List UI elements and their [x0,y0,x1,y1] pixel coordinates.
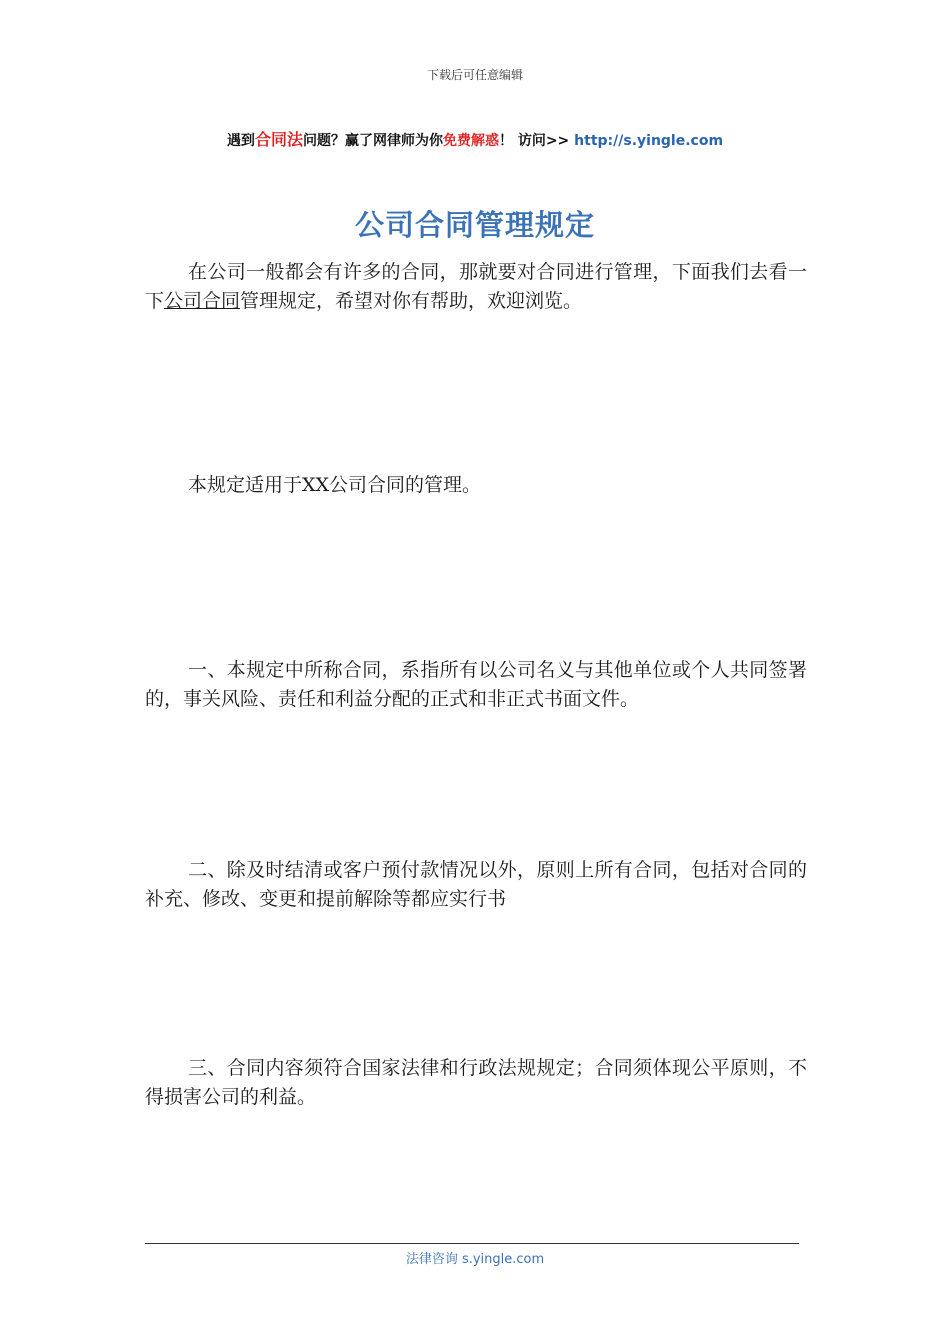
promo-text-3: ！ 访问>> [498,133,575,149]
body-paragraph: 三、合同内容须符合国家法律和行政法规规定；合同须体现公平原则，不得损害公司的利益。 [145,1057,807,1108]
promo-text-2: 问题？赢了网律师为你 [302,133,443,149]
promo-link[interactable]: http://s.yingle.com [574,133,724,149]
promo-text-1: 遇到 [226,133,255,149]
promo-highlight-free: 免费解惑 [442,133,499,149]
body-paragraph: 本规定适用于XX公司合同的管理。 [188,474,482,496]
intro-link-company-contract[interactable]: 公司合同 [164,290,241,312]
body-paragraph: 二、除及时结清或客户预付款情况以外，原则上所有合同，包括对合同的补充、修改、变更和提前解除等都应实行书 [145,859,807,910]
promo-banner [0,127,950,150]
body-paragraph: 一、本规定中所称合同，系指所有以公司名义与其他单位或个人共同签署的，事关风险、责任和利益分配的正式和非正式书面文件。 [145,659,807,710]
header-note: 下载后可任意编辑 [426,68,523,82]
footer-text[interactable]: 法律咨询 s.yingle.com [405,1252,545,1267]
intro-text-before: 在公司一般都会有许多的合同，那就要对合同进行管理，下面我们去看一下 [145,261,807,312]
intro-paragraph [145,258,807,316]
document-title: 公司合同管理规定 [354,208,595,242]
footer-divider [145,1243,799,1244]
promo-highlight-contract-law[interactable]: 合同法 [254,130,303,149]
intro-text-after: 管理规定，希望对你有帮助，欢迎浏览。 [240,290,583,312]
